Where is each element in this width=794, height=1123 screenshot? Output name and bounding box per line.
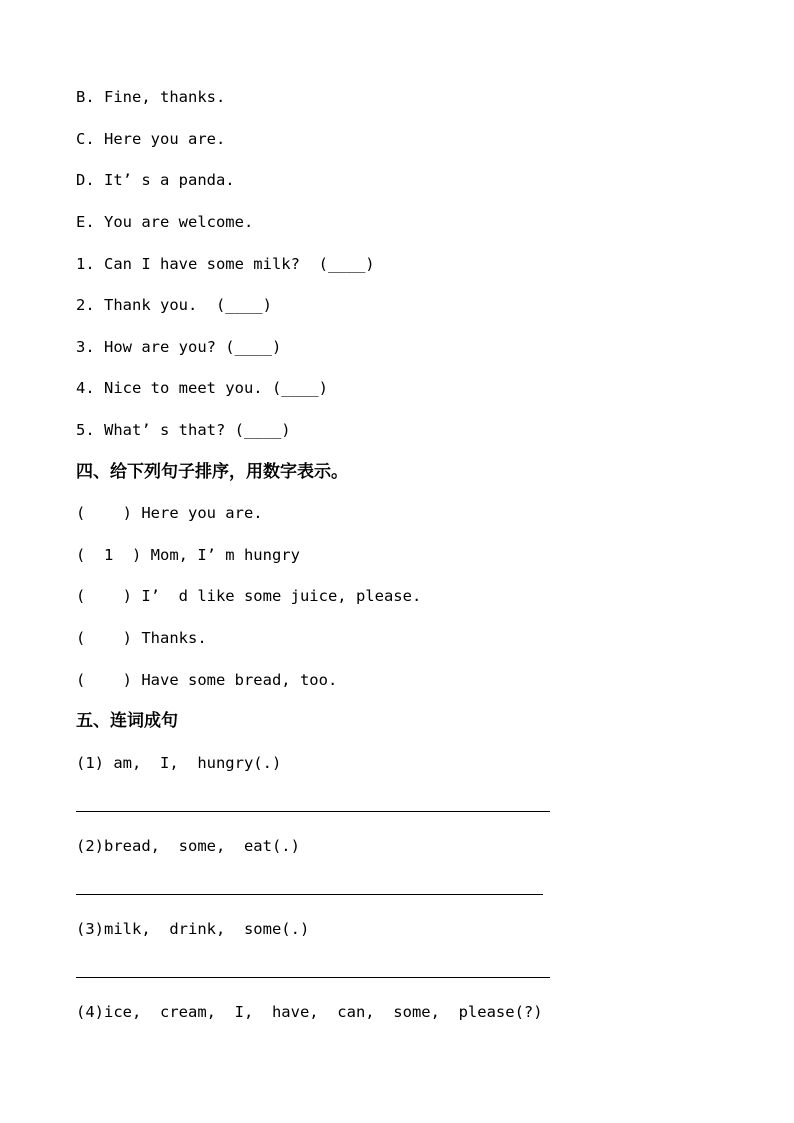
option-b: B. Fine, thanks. <box>76 88 226 106</box>
matching-question-5: 5. What’ s that? (____) <box>76 421 291 439</box>
matching-question-2: 2. Thank you. (____) <box>76 296 272 314</box>
answer-line-3 <box>76 977 550 978</box>
ordering-item-3: ( ) I’ d like some juice, please. <box>76 587 422 605</box>
matching-question-4: 4. Nice to meet you. (____) <box>76 379 328 397</box>
option-c: C. Here you are. <box>76 130 226 148</box>
answer-line-2 <box>76 894 543 895</box>
word-order-item-2: (2)bread, some, eat(.) <box>76 837 300 855</box>
ordering-item-4: ( ) Thanks. <box>76 629 207 647</box>
section-4-heading: 四、给下列句子排序，用数字表示。 <box>76 462 348 482</box>
answer-line-1 <box>76 811 550 812</box>
option-d: D. It’ s a panda. <box>76 171 235 189</box>
word-order-item-3: (3)milk, drink, some(.) <box>76 920 310 938</box>
ordering-item-2: ( 1 ) Mom, I’ m hungry <box>76 546 300 564</box>
word-order-item-4: (4)ice, cream, I, have, can, some, please(?) <box>76 1003 543 1021</box>
word-order-item-1: (1) am, I, hungry(.) <box>76 754 282 772</box>
matching-question-1: 1. Can I have some milk? (____) <box>76 255 375 273</box>
section-5-heading: 五、连词成句 <box>76 711 178 731</box>
ordering-item-1: ( ) Here you are. <box>76 504 263 522</box>
ordering-item-5: ( ) Have some bread, too. <box>76 671 338 689</box>
option-e: E. You are welcome. <box>76 213 254 231</box>
matching-question-3: 3. How are you? (____) <box>76 338 282 356</box>
